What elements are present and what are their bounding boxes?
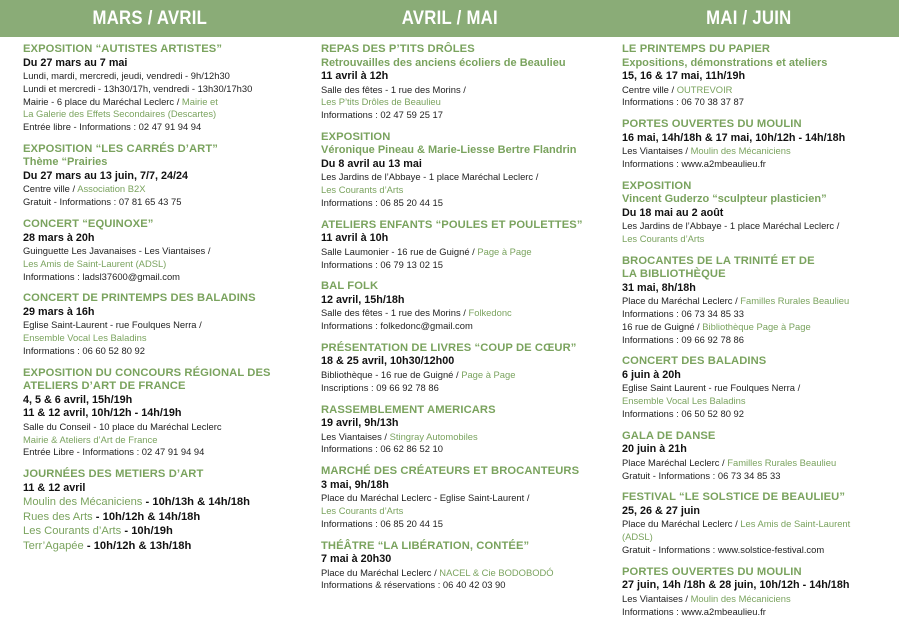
event-location: Salle des fêtes - 1 rue des Morins / (321, 83, 466, 95)
event-location (321, 567, 600, 580)
event-info: Informations : 06 85 20 44 15 (321, 517, 443, 529)
event-info: Informations : 06 62 86 52 10 (321, 443, 443, 455)
organizer-link[interactable]: Stingray Automobiles (389, 430, 478, 442)
event-info: Entrée libre - Informations : 02 47 91 94 94 (23, 121, 202, 133)
venue-link[interactable]: Terr’Agapée (23, 539, 84, 552)
event-printemps-papier (622, 43, 899, 109)
event-date: 11 avril à 12h (321, 70, 389, 82)
event-theatre-liberation (321, 540, 600, 593)
organizer-link[interactable]: Page à Page (461, 368, 516, 380)
location-text: Les Viantaises / (321, 430, 390, 442)
event-location (622, 518, 899, 531)
event-info: Informations & réservations : 06 40 42 03 90 (321, 579, 506, 591)
event-title: GALA DE DANSE (622, 429, 716, 442)
event-date: 3 mai, 9h/18h (321, 478, 389, 491)
location-text: Les Viantaises / (622, 592, 691, 604)
event-info: Informations : 06 70 38 37 87 (622, 96, 744, 108)
event-location: Guinguette Les Javanaises - Les Viantaises / (23, 245, 211, 257)
organizer-link[interactable]: Association B2X (77, 183, 146, 195)
location-text: Place Maréchal Leclerc / (622, 456, 728, 468)
event-title: PORTES OUVERTES DU MOULIN (622, 565, 802, 578)
header-bar (0, 0, 899, 37)
event-location (321, 431, 600, 444)
event-location: Place du Maréchal Leclerc - Eglise Saint-Laurent / (321, 492, 530, 504)
event-date: 11 avril à 10h (321, 232, 389, 245)
event-concert-baladins (622, 355, 899, 420)
event-date: 18 & 25 avril, 10h30/12h00 (321, 355, 455, 368)
event-info: Informations : ladsl37600@gmail.com (23, 270, 180, 282)
event-marche-createurs (321, 465, 600, 530)
event-location (622, 457, 899, 470)
event-title: BAL FOLK (321, 280, 379, 293)
event-date: 12 avril, 15h/18h (321, 293, 405, 306)
event-location (23, 183, 300, 196)
event-location (23, 96, 300, 109)
event-title: REPAS DES P’TITS DRÔLES (321, 43, 475, 55)
venue-link[interactable]: Rues des Arts (23, 510, 93, 523)
venue-row (23, 524, 300, 539)
event-title: LE PRINTEMPS DU PAPIER (622, 43, 771, 55)
column-heading-avril-mai: AVRIL / MAI (401, 7, 498, 29)
location-text: Salle des fêtes - 1 rue des Morins / (321, 307, 469, 319)
event-info: Informations : 06 50 52 80 92 (622, 408, 744, 420)
organizer-link[interactable]: Les Courants d’Arts (321, 504, 404, 516)
event-title: EXPOSITION (321, 130, 391, 143)
event-location (321, 246, 600, 259)
venue-link[interactable]: Moulin des Mécaniciens (23, 496, 143, 509)
event-date: 20 juin à 21h (622, 443, 687, 456)
venue-row (23, 510, 300, 525)
event-info: Gratuit - Informations : www.solstice-festival.com (622, 544, 825, 556)
event-location: Eglise Saint-Laurent - rue Foulques Nerra / (23, 319, 202, 331)
organizer-link[interactable]: Bibliothèque Page à Page (702, 320, 811, 332)
venue-hours: - 10h/13h & 14h/18h (142, 496, 250, 509)
event-hours: Lundi, mardi, mercredi, jeudi, vendredi - 9h/12h30 (23, 70, 230, 81)
venue-row (23, 539, 300, 554)
event-date: 11 & 12 avril (23, 481, 86, 494)
event-subtitle: Véronique Pineau & Marie-Liesse Bertre Flandrin (321, 144, 577, 157)
event-location (622, 295, 899, 308)
location-text: Place du Maréchal Leclerc / (321, 566, 440, 578)
event-date: 16 mai, 14h/18h & 17 mai, 10h/12h - 14h/18h (622, 131, 846, 144)
event-location (622, 321, 899, 334)
organizer-link[interactable]: La Galerie des Effets Secondaires (Descartes) (23, 108, 217, 120)
event-location (321, 369, 600, 382)
event-carres-dart (23, 143, 300, 209)
event-portes-ouvertes-moulin-juin (622, 566, 899, 619)
event-exposition-guderzo (622, 180, 899, 246)
organizer-link[interactable]: Page à Page (477, 245, 532, 257)
event-ateliers-enfants (321, 219, 600, 272)
event-subtitle: Expositions, démonstrations et ateliers (622, 56, 828, 69)
venue-hours: - 10h/12h & 13h/18h (83, 539, 192, 552)
organizer-link[interactable]: Les Courants d’Arts (321, 184, 404, 196)
event-info: Informations : 06 73 34 85 33 (622, 308, 744, 320)
venue-hours: - 10h/19h (121, 525, 173, 538)
location-text: 16 rue de Guigné / (622, 320, 703, 332)
organizer-link[interactable]: Folkedonc (468, 307, 512, 319)
event-concours-regional (23, 367, 300, 459)
location-text: Mairie - 6 place du Maréchal Leclerc / (23, 95, 182, 107)
event-location (321, 307, 600, 320)
event-exposition-pineau (321, 131, 600, 210)
event-title: PRÉSENTATION DE LIVRES “COUP DE CŒUR” (321, 341, 577, 354)
organizer-link[interactable]: Mairie et (181, 95, 218, 107)
organizer-link[interactable]: Moulin des Mécaniciens (690, 592, 791, 604)
event-date: 4, 5 & 6 avril, 15h/19h (23, 393, 133, 406)
organizer-link[interactable]: Familles Rurales Beaulieu (740, 295, 850, 307)
event-title: EXPOSITION “LES CARRÉS D’ART” (23, 142, 218, 155)
event-date: 31 mai, 8h/18h (622, 281, 696, 294)
event-date: Du 27 mars au 7 mai (23, 56, 128, 69)
event-title: PORTES OUVERTES DU MOULIN (622, 118, 802, 131)
event-date: 28 mars à 20h (23, 231, 95, 244)
event-date: 29 mars à 16h (23, 305, 95, 318)
event-date: Du 27 mars au 13 juin, 7/7, 24/24 (23, 169, 189, 182)
location-text: Bibliothèque - 16 rue de Guigné / (321, 368, 462, 380)
event-title: CONCERT DE PRINTEMPS DES BALADINS (23, 292, 256, 305)
event-location: Les Jardins de l’Abbaye - 1 place Maréchal Leclerc / (622, 220, 840, 232)
event-journees-metiers-dart (23, 468, 300, 553)
event-date: 27 juin, 14h /18h & 28 juin, 10h/12h - 14h/18h (622, 579, 850, 592)
column-mai-juin (600, 37, 899, 627)
event-location: Salle du Conseil - 10 place du Maréchal Leclerc (23, 420, 222, 432)
event-info: Informations : www.a2mbeaulieu.fr (622, 605, 766, 617)
event-subtitle: Retrouvailles des anciens écoliers de Beaulieu (321, 56, 566, 69)
event-brocantes (622, 255, 899, 347)
location-text: Centre ville / (23, 183, 78, 195)
event-hours: Lundi et mercredi - 13h30/17h, vendredi - 13h30/17h30 (23, 82, 253, 94)
event-autistes-artistes (23, 43, 300, 134)
event-bal-folk (321, 280, 600, 333)
event-info: Informations : 06 85 20 44 15 (321, 196, 443, 208)
event-info: Informations : 06 79 13 02 15 (321, 258, 443, 270)
event-subtitle: Thème “Prairies (23, 156, 108, 169)
event-title: FESTIVAL “LE SOLSTICE DE BEAULIEU” (622, 491, 846, 504)
location-text: Salle Laumonier - 16 rue de Guigné / (321, 245, 478, 257)
event-title: LA BIBLIOTHÈQUE (622, 268, 726, 281)
event-date: 19 avril, 9h/13h (321, 417, 399, 430)
organizer-link[interactable]: NACEL & Cie BODOBODÓ (439, 566, 554, 578)
event-subtitle: Vincent Guderzo “sculpteur plasticien” (622, 193, 827, 206)
organizer-link[interactable]: OUTREVOIR (676, 83, 733, 95)
event-date: 25, 26 & 27 juin (622, 504, 701, 517)
event-title: BROCANTES DE LA TRINITÉ ET DE (622, 254, 815, 267)
event-gala-danse (622, 430, 899, 483)
event-info: Informations : 06 60 52 80 92 (23, 345, 145, 357)
event-title: EXPOSITION (622, 179, 692, 192)
location-text: Les Viantaises / (622, 145, 691, 157)
event-repas-ptits-droles (321, 43, 600, 122)
event-info: Gratuit - Informations : 06 73 34 85 33 (622, 469, 781, 481)
location-text: Centre ville / (622, 83, 677, 95)
column-mars-avril (0, 37, 300, 627)
event-info: Entrée Libre - Informations : 02 47 91 94 94 (23, 446, 205, 458)
organizer-link[interactable]: (ADSL) (622, 531, 653, 543)
event-location (622, 593, 899, 606)
event-location (622, 84, 899, 97)
event-date: 15, 16 & 17 mai, 11h/19h (622, 70, 746, 82)
event-info: Informations : www.a2mbeaulieu.fr (622, 157, 766, 169)
event-festival-solstice (622, 491, 899, 556)
venue-row (23, 495, 300, 510)
organizer-link[interactable]: Les Courants d’Arts (622, 232, 705, 244)
column-heading-mai-juin: MAI / JUIN (706, 7, 792, 29)
event-title: RASSEMBLEMENT AMERICARS (321, 403, 496, 416)
event-info: Informations : folkedonc@gmail.com (321, 320, 473, 332)
venue-hours: - 10h/12h & 14h/18h (92, 510, 201, 523)
event-info: Inscriptions : 09 66 92 78 86 (321, 381, 439, 393)
event-date: 11 & 12 avril, 10h/12h - 14h/19h (23, 407, 182, 420)
event-location (622, 145, 899, 158)
event-location: Eglise Saint Laurent - rue Foulques Nerra / (622, 382, 801, 394)
organizer-link[interactable]: Ensemble Vocal Les Baladins (23, 332, 147, 344)
columns (0, 37, 899, 627)
event-title: MARCHÉ DES CRÉATEURS ET BROCANTEURS (321, 465, 580, 478)
event-presentation-livres (321, 342, 600, 395)
event-info: Informations : 02 47 59 25 17 (321, 109, 443, 121)
location-text: Place du Maréchal Leclerc / (622, 295, 741, 307)
location-text: Place du Maréchal Leclerc / (622, 518, 741, 530)
event-title: ATELIERS D’ART DE FRANCE (23, 380, 186, 393)
event-title: EXPOSITION “AUTISTES ARTISTES” (23, 43, 223, 55)
organizer-link[interactable]: Mairie & Ateliers d’Art de France (23, 433, 158, 445)
event-date: Du 8 avril au 13 mai (321, 157, 422, 170)
event-title: EXPOSITION DU CONCOURS RÉGIONAL DES (23, 366, 271, 379)
event-concert-printemps-baladins (23, 292, 300, 357)
event-date: 6 juin à 20h (622, 368, 681, 381)
event-portes-ouvertes-moulin-mai (622, 118, 899, 171)
organizer-link[interactable]: Les P’tits Drôles de Beaulieu (321, 96, 441, 108)
event-title: THÉÂTRE “LA LIBÉRATION, CONTÉE” (321, 539, 530, 552)
column-avril-mai (300, 37, 600, 627)
event-date: 7 mai à 20h30 (321, 553, 392, 566)
event-title: JOURNÉES DES METIERS D’ART (23, 468, 204, 481)
event-date: Du 18 mai au 2 août (622, 206, 724, 219)
event-title: CONCERT DES BALADINS (622, 355, 767, 368)
venue-link[interactable]: Les Courants d’Arts (23, 525, 122, 538)
organizer-link[interactable]: Les Amis de Saint-Laurent (740, 518, 851, 530)
event-info: Gratuit - Informations : 07 81 65 43 75 (23, 196, 182, 208)
event-title: ATELIERS ENFANTS “POULES ET POULETTES” (321, 218, 583, 231)
event-title: CONCERT “EQUINOXE” (23, 218, 154, 231)
column-heading-mars-avril: MARS / AVRIL (92, 7, 208, 29)
organizer-link[interactable]: Familles Rurales Beaulieu (727, 456, 837, 468)
event-info: Informations : 09 66 92 78 86 (622, 333, 744, 345)
event-concert-equinoxe (23, 218, 300, 283)
organizer-link[interactable]: Les Amis de Saint-Laurent (ADSL) (23, 257, 167, 269)
event-location: Les Jardins de l’Abbaye - 1 place Maréchal Leclerc / (321, 171, 539, 183)
organizer-link[interactable]: Ensemble Vocal Les Baladins (622, 395, 746, 407)
organizer-link[interactable]: Moulin des Mécaniciens (690, 145, 791, 157)
event-rassemblement-americars (321, 404, 600, 457)
